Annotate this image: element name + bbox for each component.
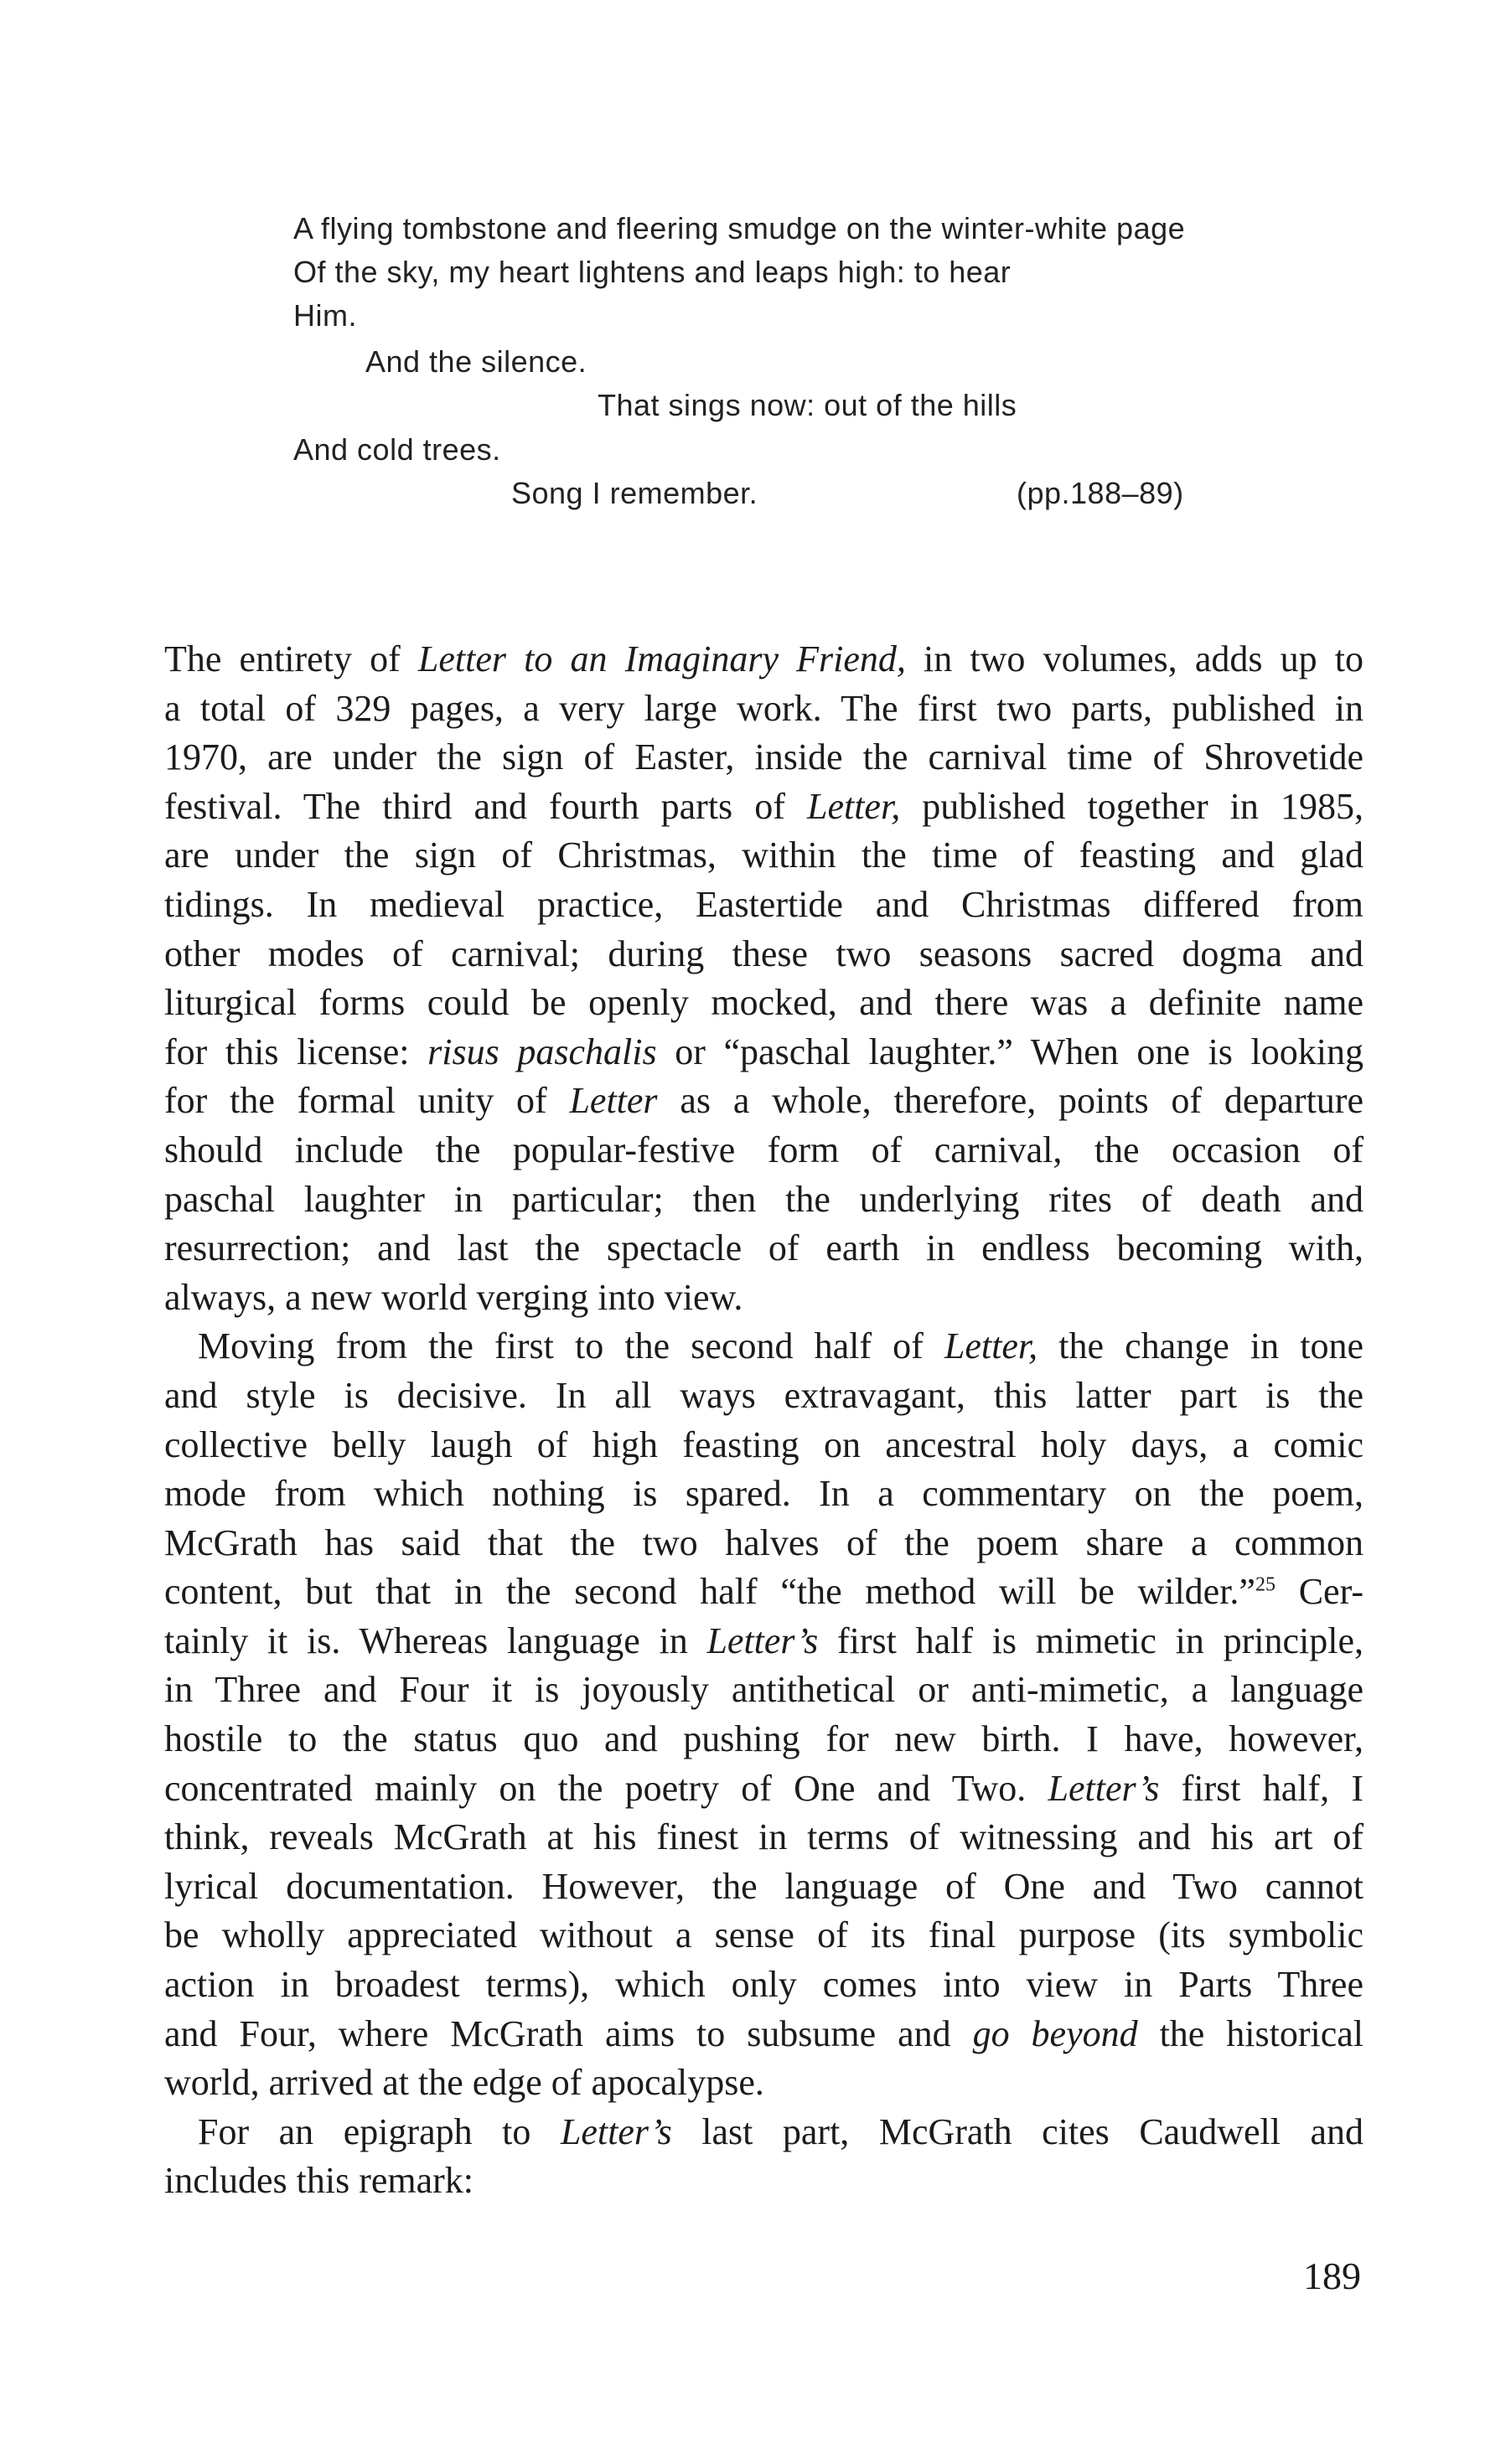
text-line: always, a new world verging into view. [164, 1276, 743, 1318]
text-line: action in broadest terms), which only comes into view in Parts Three [164, 1964, 1364, 2006]
text-line: content, but that in the second half “the method will be wilder.”$^{25}$ Cer- [164, 1571, 1364, 1613]
text-line: liturgical forms could be openly mocked, and there was a definite name [164, 982, 1364, 1024]
text-line: includes this remark: [164, 2160, 474, 2202]
book-title: Letter, [944, 1325, 1038, 1367]
book-title: Letter’s [1048, 1767, 1160, 1809]
text-line: paschal laughter in particular; then the underlying rites of death and [164, 1178, 1364, 1220]
verse-line: That sings now: out of the hills [598, 388, 1017, 422]
text-line: mode from which nothing is spared. In a commentary on the poem, [164, 1473, 1364, 1515]
book-title: Letter, [806, 785, 901, 827]
verse-line: And the silence. [365, 344, 587, 379]
footnote-ref: 25 [1255, 1573, 1276, 1596]
text-line: and style is decisive. In all ways extravagant, this latter part is the [164, 1374, 1364, 1416]
text-line: hostile to the status quo and pushing for new birth. I have, however, [164, 1718, 1364, 1760]
body-text [164, 635, 1364, 2206]
text-line: festival. The third and fourth parts of Letter, published together in 1985, [164, 785, 1364, 827]
text-line: for the formal unity of Letter as a whole, therefore, points of departure [164, 1080, 1364, 1122]
text-line: resurrection; and last the spectacle of earth in endless becoming with, [164, 1227, 1364, 1269]
text-line: For an epigraph to Letter’s last part, McGrath cites Caudwell and [198, 2110, 1364, 2152]
text-line: and Four, where McGrath aims to subsume and go beyond the historical [164, 2012, 1364, 2054]
book-title: Letter’s [706, 1619, 819, 1661]
text-line: a total of 329 pages, a very large work. The first two parts, published in [164, 687, 1364, 729]
text-line: The entirety of Letter to an Imaginary Friend, in two volumes, adds up to [164, 638, 1364, 679]
text-line: are under the sign of Christmas, within the time of feasting and glad [164, 834, 1364, 876]
verse-citation: (pp.188–89) [1017, 476, 1184, 510]
verse-line: Song I remember. [511, 476, 758, 510]
text-line: lyrical documentation. However, the language of One and Two cannot [164, 1865, 1364, 1907]
book-title: Letter to an Imaginary Friend, [417, 638, 906, 679]
text-line: McGrath has said that the two halves of the poem share a common [164, 1521, 1364, 1563]
emphasis: go beyond [972, 2012, 1138, 2054]
text-line: tidings. In medieval practice, Eastertide and Christmas differed from [164, 883, 1364, 925]
text-line: in Three and Four it is joyously antithetical or anti-mimetic, a language [164, 1669, 1364, 1711]
text-line: other modes of carnival; during these two seasons sacred dogma and [164, 932, 1364, 974]
text-line: be wholly appreciated without a sense of its final purpose (its symbolic [164, 1914, 1364, 1956]
book-title: Letter [569, 1080, 658, 1122]
text-line: think, reveals McGrath at his finest in terms of witnessing and his art of [164, 1816, 1364, 1858]
page-number: 189 [1303, 2255, 1361, 2297]
verse-line: A flying tombstone and fleering smudge on the winter-white page [293, 211, 1186, 245]
latin-phrase: risus paschalis [427, 1031, 657, 1072]
text-line: for this license: risus paschalis or “paschal laughter.” When one is looking [164, 1031, 1364, 1072]
text-line: world, arrived at the edge of apocalypse. [164, 2062, 764, 2104]
text-line: tainly it is. Whereas language in Letter’s first half is mimetic in principle, [164, 1619, 1364, 1661]
text-line: should include the popular-festive form of carnival, the occasion of [164, 1129, 1364, 1170]
text-line: 1970, are under the sign of Easter, inside the carnival time of Shrovetide [164, 736, 1364, 778]
verse-line: Him. [293, 298, 357, 333]
text-line: concentrated mainly on the poetry of One and Two. Letter’s first half, I [164, 1767, 1364, 1809]
book-title: Letter’s [560, 2110, 672, 2152]
text-line: collective belly laugh of high feasting on ancestral holy days, a comic [164, 1423, 1364, 1465]
verse-line: Of the sky, my heart lightens and leaps high: to hear [293, 255, 1012, 289]
text-line: Moving from the first to the second half of Letter, the change in tone [198, 1325, 1364, 1367]
verse-line: And cold trees. [293, 432, 501, 467]
